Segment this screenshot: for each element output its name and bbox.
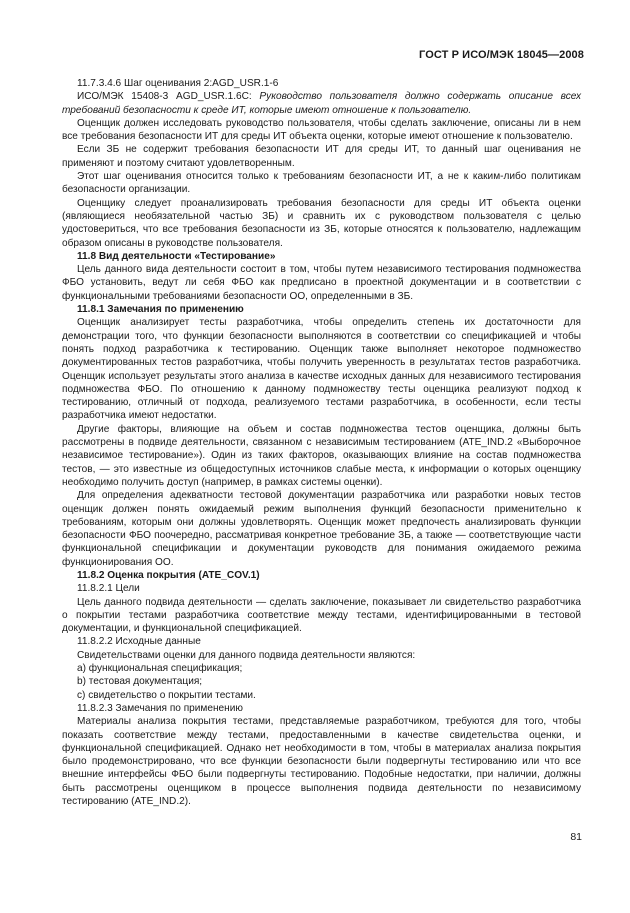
paragraph — [62, 675, 581, 688]
paragraph — [62, 715, 581, 808]
document-body — [62, 77, 581, 808]
paragraph — [62, 170, 581, 197]
paragraph-text: 11.8.2 Оценка покрытия (ATE_COV.1) — [77, 569, 260, 581]
paragraph — [62, 596, 581, 636]
paragraph-text: 11.8.2.2 Исходные данные — [77, 636, 201, 648]
paragraph — [62, 77, 581, 90]
paragraph-text: c) свидетельство о покрытии тестами. — [77, 689, 256, 701]
paragraph-text: Другие факторы, влияющие на объем и состав подмножества тестов оценщика, должны быть рассмотрены в подвиде деятельности, связанном с независимым тестированием (ATE_IND.2 «Выборочное независимое тестирование»). Один из таких факторов, оказывающих влияние на состав подмножества тестов, — это известные из общедоступных источников слабые места, к информации о которых оценщику необходимо получить доступ (например, в рамках системы оценки). — [62, 423, 581, 488]
paragraph-text: 11.8.2.3 Замечания по применению — [77, 702, 243, 714]
paragraph-text: 11.8 Вид деятельности «Тестирование» — [77, 250, 276, 262]
paragraph — [62, 702, 581, 715]
paragraph-text: Свидетельствами оценки для данного подвида деятельности являются: — [77, 649, 416, 661]
paragraph — [62, 635, 581, 648]
paragraph-text: Оценщик анализирует тесты разработчика, чтобы определить степень их достаточности для демонстрации того, что функции безопасности выполняются в соответствии со спецификацией и чтобы понять подход разработчика к тестированию. Оценщик также выполняет некоторое подмножество документированных тестов разработчика, чтобы получить уверенность в результатах тестов разработчика. Оценщик использует результаты этого анализа в качестве исходных данных для независимого тестирования подмножества ФБО. По отношению к данному подмножеству тесты оценщика реализуют подход к тестированию, отличный от подхода, реализуемого тестами разработчика, в особенности, если тесты разработчика имеют недостатки. — [62, 317, 581, 422]
paragraph-text: ИСО/МЭК 15408-3 AGD_USR.1.6C: — [77, 91, 260, 103]
paragraph — [62, 263, 581, 303]
paragraph — [62, 662, 581, 675]
paragraph-text: Цель данного подвида деятельности — сделать заключение, показывает ли свидетельство разработчика о покрытии тестами разработчика соответствие между тестами, идентифицированными в тестовой документации, и функциональной спецификацией. — [62, 596, 581, 635]
paragraph — [62, 117, 581, 144]
paragraph-text: Если ЗБ не содержит требования безопасности ИТ для среды ИТ, то данный шаг оценивания не применяют и поэтому считают удовлетворенным. — [62, 144, 581, 169]
paragraph — [62, 197, 581, 250]
paragraph — [62, 423, 581, 489]
paragraph — [62, 90, 581, 117]
page-number: 81 — [570, 831, 582, 843]
paragraph-text: a) функциональная спецификация; — [77, 663, 243, 675]
paragraph — [62, 143, 581, 170]
paragraph — [62, 316, 581, 422]
document-header: ГОСТ Р ИСО/МЭК 18045—2008 — [419, 49, 584, 61]
section-heading — [62, 250, 581, 263]
section-heading — [62, 303, 581, 316]
paragraph — [62, 689, 581, 702]
paragraph-text: Оценщик должен исследовать руководство пользователя, чтобы сделать заключение, описаны ли в нем все требования безопасности ИТ для среды ИТ объекта оценки, которые имеют отношение к пользователю. — [62, 117, 581, 143]
paragraph — [62, 582, 581, 595]
paragraph-text: 11.8.2.1 Цели — [77, 583, 140, 595]
paragraph-text: Этот шаг оценивания относится только к требованиям безопасности ИТ, а не к каким-либо политикам безопасности организации. — [62, 171, 581, 196]
paragraph-text: b) тестовая документация; — [77, 676, 203, 688]
section-heading — [62, 569, 581, 582]
paragraph-text: Материалы анализа покрытия тестами, представляемые разработчиком, требуются для того, чтобы показать соответствие между тестами, предоставленными в качестве свидетельства оценки, и функциональной спецификацией. Однако нет необходимости в том, чтобы в материалах анализа покрытия было продемонстрировано, что все функции безопасности были подвергнуты тестированию или что все внешние интерфейсы ФБО были подвергнуты тестированию. Подобные недостатки, при наличии, должны быть рассмотрены оценщиком в процессе выполнения подвида деятельности по независимому тестированию (ATE_IND.2). — [62, 716, 581, 808]
paragraph-text: Для определения адекватности тестовой документации разработчика или разработки новых тестов оценщик должен понять ожидаемый режим выполнения функций безопасности применительно к требованиям, которым они должны удовлетворять. Оценщик может предпочесть анализировать функции безопасности ФБО поочередно, рассматривая конкретное требование ЗБ, а также — соответствующие части функциональной спецификации и документации руководств для понимания ожидаемого режима функционирования ОО. — [62, 490, 581, 568]
paragraph-text: 11.8.1 Замечания по применению — [77, 304, 244, 316]
paragraph-text: Оценщику следует проанализировать требования безопасности для среды ИТ объекта оценки (являющиеся необязательной частью ЗБ) и сравнить их с руководством пользователя с целью удостовериться, что все требования безопасности из ЗБ, которые относятся к пользователю, надлежащим образом описаны в руководстве пользователя. — [62, 197, 581, 249]
paragraph-text: 11.7.3.4.6 Шаг оценивания 2:AGD_USR.1-6 — [77, 78, 279, 89]
paragraph — [62, 649, 581, 662]
paragraph-italic-text: Руководство пользователя должно содержать описание всех требований безопасности к среде ИТ, которые имеют отношение к пользователю. — [62, 91, 581, 116]
paragraph — [62, 489, 581, 569]
paragraph-text: Цель данного вида деятельности состоит в том, чтобы путем независимого тестирования подмножества ФБО установить, ведут ли себя ФБО как предписано в проектной документации и в соответствии с функциональными требованиями безопасности ОО, определенными в ЗБ. — [62, 264, 581, 302]
